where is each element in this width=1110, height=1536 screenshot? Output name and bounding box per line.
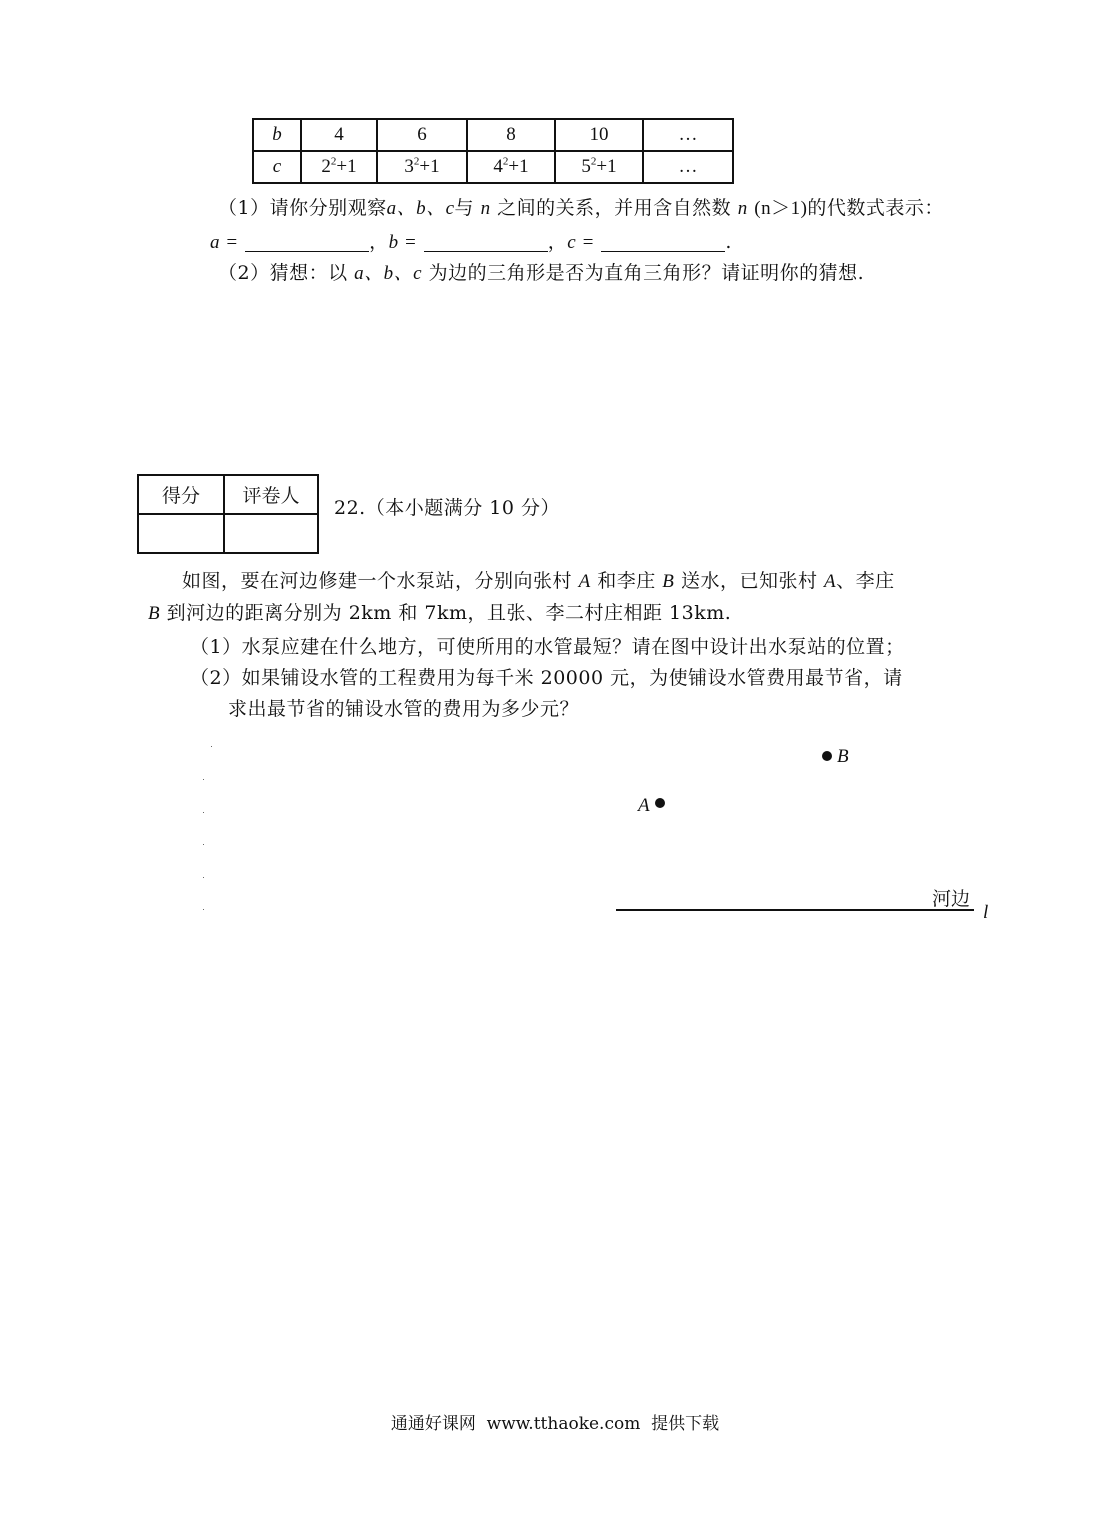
q22-paragraph-line1 — [182, 566, 895, 593]
b-blank[interactable] — [424, 231, 548, 252]
margin-dot — [203, 812, 204, 813]
point-a-marker — [655, 798, 665, 808]
text: 的代数式表示： — [807, 197, 944, 219]
var-B: B — [662, 571, 675, 592]
c-tail: +1 — [336, 156, 357, 177]
sequence-table — [252, 118, 734, 184]
text: 如图，要在河边修建一个水泵站，分别向张村 — [182, 570, 573, 592]
margin-dot — [203, 844, 204, 845]
text: 到河边的距离分别为 2km 和 7km，且张、李二村庄相距 13km. — [166, 602, 732, 624]
c-exp: 2 — [590, 155, 597, 168]
c-blank[interactable] — [601, 231, 725, 252]
text: 为边的三角形是否为直角三角形？请证明你的猜想. — [428, 262, 865, 284]
margin-dot — [203, 779, 204, 780]
point-a-label: A — [638, 795, 650, 816]
point-b-label: B — [837, 746, 849, 767]
c-base: 2 — [321, 156, 331, 177]
page-footer: 通通好课网 www.tthaoke.com 提供下载 — [390, 1414, 720, 1434]
row-label-c: c — [253, 151, 301, 183]
q21-part2-text — [218, 258, 864, 285]
q22-heading: 22.（本小题满分 10 分） — [334, 497, 560, 519]
grader-label: 评卷人 — [224, 475, 318, 514]
b-cell-3: 8 — [467, 119, 555, 151]
line-l-label: l — [983, 902, 989, 923]
q22-part2-line1: （2）如果铺设水管的工程费用为每千米 20000 元，为使铺设水管费用最节省，请 — [190, 667, 903, 689]
var-abc: a、b、c — [386, 198, 455, 219]
score-header-row — [138, 475, 318, 514]
q21-part1-text — [218, 193, 944, 220]
end-mark: . — [725, 231, 732, 253]
grader-entry-cell[interactable] — [224, 514, 318, 553]
score-box — [137, 474, 319, 554]
table-row-b — [253, 119, 733, 151]
text: （1）请你分别观察 — [218, 197, 387, 219]
q22-paragraph-line2 — [148, 598, 731, 625]
var-B: B — [148, 603, 161, 624]
c-cell-3 — [467, 151, 555, 183]
c-cell-1 — [301, 151, 377, 183]
c-exp: 2 — [330, 155, 337, 168]
point-b-marker — [822, 751, 832, 761]
c-exp: 2 — [413, 155, 420, 168]
condition: (n＞1) — [754, 198, 808, 219]
score-entry-cell[interactable] — [138, 514, 224, 553]
text: （2）猜想：以 — [218, 262, 348, 284]
c-base: 3 — [404, 156, 414, 177]
c-cell-4 — [555, 151, 643, 183]
a-label: a = — [210, 232, 239, 253]
var-abc: a、b、c — [354, 263, 423, 284]
margin-dot — [203, 909, 204, 910]
row-label-b: b — [253, 119, 301, 151]
var-n: n — [737, 198, 748, 219]
river-line — [616, 909, 974, 911]
c-label: c = — [567, 232, 595, 253]
var-A: A — [824, 571, 837, 592]
margin-dot — [211, 746, 212, 747]
c-tail: +1 — [596, 156, 617, 177]
q21-answer-blanks — [210, 227, 732, 254]
score-entry-row — [138, 514, 318, 553]
q22-part1: （1）水泵应建在什么地方，可使所用的水管最短？请在图中设计出水泵站的位置； — [190, 636, 905, 658]
margin-dot — [203, 877, 204, 878]
score-label: 得分 — [138, 475, 224, 514]
var-n: n — [480, 198, 491, 219]
var-A: A — [578, 571, 591, 592]
b-label: b = — [388, 232, 418, 253]
c-base: 5 — [581, 156, 591, 177]
q22-part2-line2: 求出最节省的铺设水管的费用为多少元？ — [228, 698, 580, 720]
b-cell-1: 4 — [301, 119, 377, 151]
b-cell-4: 10 — [555, 119, 643, 151]
text: 、李庄 — [836, 570, 895, 592]
c-tail: +1 — [419, 156, 440, 177]
river-label: 河边 — [932, 888, 971, 910]
separator: ， — [547, 231, 568, 253]
separator: ， — [369, 231, 389, 253]
c-cell-2 — [377, 151, 467, 183]
text: 送水，已知张村 — [680, 570, 818, 592]
text: 与 — [454, 197, 475, 219]
c-base: 4 — [493, 156, 503, 177]
c-exp: 2 — [502, 155, 509, 168]
text: 之间的关系，并用含自然数 — [497, 197, 732, 219]
table-row-c — [253, 151, 733, 183]
c-base: … — [678, 156, 698, 177]
b-cell-2: 6 — [377, 119, 467, 151]
c-tail: +1 — [508, 156, 529, 177]
text: 和李庄 — [597, 570, 656, 592]
a-blank[interactable] — [245, 231, 369, 252]
c-cell-5 — [643, 151, 733, 183]
b-cell-5: … — [643, 119, 733, 151]
